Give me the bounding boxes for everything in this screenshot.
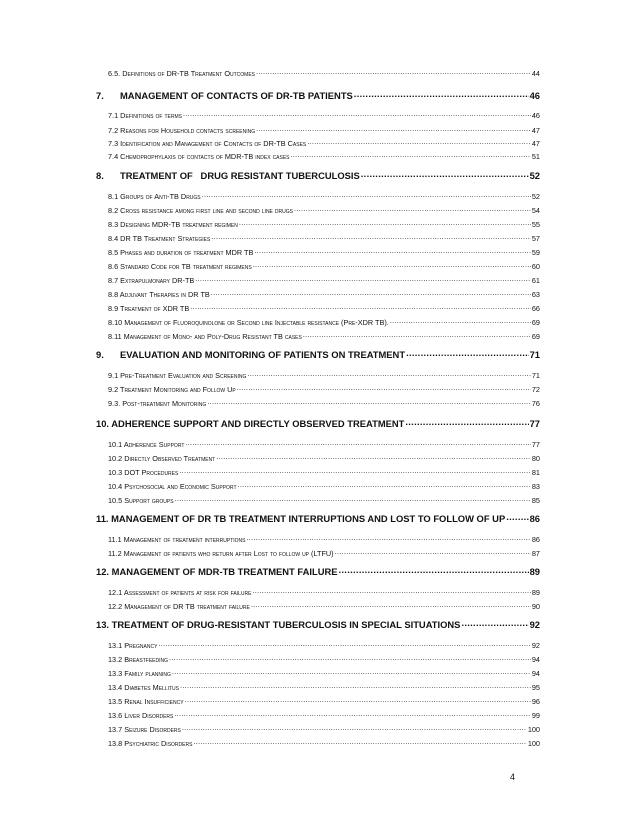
toc-entry-8-1[interactable] — [108, 192, 540, 201]
toc-entry-title: 9.2 Treatment Monitoring and Follow Up — [108, 385, 236, 395]
toc-entry-7-3[interactable] — [108, 139, 540, 148]
toc-section-page: 46 — [529, 90, 540, 102]
dot-leader — [158, 641, 530, 648]
dot-leader — [174, 711, 531, 718]
toc-entry-title: 8.7 Extrapulmonary DR-TB — [108, 276, 195, 286]
toc-entry-page: 72 — [531, 385, 540, 395]
dot-leader — [405, 418, 528, 427]
toc-section-title: 13. TREATMENT OF DRUG-RESISTANT TUBERCULOSIS IN SPECIAL SITUATIONS — [96, 619, 461, 631]
toc-entry-title: 10.2 Directly Observed Treatment — [108, 454, 216, 464]
toc-section-9[interactable] — [96, 349, 540, 360]
dot-leader — [237, 385, 531, 392]
dot-leader — [175, 496, 531, 503]
toc-section-11[interactable] — [96, 513, 540, 524]
dot-leader — [180, 683, 531, 690]
toc-entry-page: 81 — [531, 468, 540, 478]
dot-leader — [239, 220, 531, 227]
dot-leader — [246, 535, 530, 542]
toc-entry-title: 10.3 DOT Procedures — [108, 468, 179, 478]
toc-entry-title: 13.8 Psychiatric Disorders — [108, 739, 193, 749]
toc-section-13[interactable] — [96, 619, 540, 630]
toc-entry-page: 96 — [531, 697, 540, 707]
dot-leader — [461, 619, 528, 628]
toc-entry-7-2[interactable] — [108, 126, 540, 135]
toc-entry-page: 71 — [531, 371, 540, 381]
toc-entry-page: 69 — [531, 332, 540, 342]
toc-section-number: 7. — [96, 90, 104, 102]
toc-entry-page: 66 — [531, 304, 540, 314]
dot-leader — [506, 513, 528, 522]
toc-entry-title: 8.6 Standard Code for TB treatment regimens — [108, 262, 252, 272]
toc-section-page: 92 — [529, 619, 540, 631]
toc-entry-title: 11.2 Management of patients who return after Lost to follow up (LTFU) — [108, 549, 334, 559]
dot-leader — [390, 318, 531, 325]
toc-entry-title: 13.4 Diabetes Mellitus — [108, 683, 180, 693]
toc-entry-page: 60 — [531, 262, 540, 272]
dot-leader — [251, 602, 531, 609]
toc-entry-page: 100 — [527, 739, 540, 749]
dot-leader — [256, 126, 531, 133]
toc-entry-13-3[interactable] — [108, 669, 540, 678]
toc-entry-13-6[interactable] — [108, 711, 540, 720]
toc-entry-title: 7.4 Chemoprophylaxis of contacts of MDR-TB index cases — [108, 152, 290, 162]
toc-entry-title: 9.1 Pre-Treatment Evaluation and Screening — [108, 371, 247, 381]
dot-leader — [211, 234, 531, 241]
toc-section-page: 77 — [529, 418, 540, 430]
toc-entry-page: 47 — [531, 139, 540, 149]
toc-entry-title: 11.1 Management of treatment interruptions — [108, 535, 246, 545]
toc-entry-page: 80 — [531, 454, 540, 464]
toc-section-title: 11. MANAGEMENT OF DR TB TREATMENT INTERRUPTIONS AND LOST TO FOLLOW OF UP — [96, 513, 506, 525]
toc-entry-title: 10.1 Adherence Support — [108, 440, 185, 450]
toc-entry-7-1[interactable] — [108, 111, 540, 120]
toc-entry-title: 12.2 Management of DR TB treatment failure — [108, 602, 250, 612]
toc-entry-page: 63 — [531, 290, 540, 300]
toc-section-8[interactable] — [96, 170, 540, 181]
dot-leader — [185, 697, 531, 704]
toc-entry-title: 7.1 Definitions of terms — [108, 111, 182, 121]
toc-entry-13-8[interactable] — [108, 739, 540, 748]
dot-leader — [254, 248, 530, 255]
toc-entry-page: 69 — [531, 318, 540, 328]
toc-entry-page: 85 — [531, 496, 540, 506]
toc-entry-11-1[interactable] — [108, 535, 540, 544]
toc-entry-page: 83 — [531, 482, 540, 492]
toc-entry-12-2[interactable] — [108, 602, 540, 611]
toc-entry-8-8[interactable] — [108, 290, 540, 299]
toc-entry-12-1[interactable] — [108, 588, 540, 597]
toc-entry-title: 13.5 Renal Insufficiency — [108, 697, 184, 707]
toc-entry-8-11[interactable] — [108, 332, 540, 341]
dot-leader — [182, 725, 527, 732]
toc-entry-10-2[interactable] — [108, 454, 540, 463]
toc-entry-9-2[interactable] — [108, 385, 540, 394]
toc-entry-title: 6.5. Definitions of DR-TB Treatment Outcomes — [108, 69, 256, 79]
toc-entry-8-9[interactable] — [108, 304, 540, 313]
dot-leader — [253, 262, 531, 269]
toc-section-title: 12. MANAGEMENT OF MDR-TB TREATMENT FAILURE — [96, 566, 338, 578]
toc-entry-title: 10.5 Support groups — [108, 496, 174, 506]
toc-section-12[interactable] — [96, 566, 540, 577]
toc-section-title: 10. ADHERENCE SUPPORT AND DIRECTLY OBSERVED TREATMENT — [96, 418, 405, 430]
toc-entry-13-1[interactable] — [108, 641, 540, 650]
toc-entry-page: 46 — [531, 111, 540, 121]
toc-entry-title: 8.1 Groups of Anti-TB Drugs — [108, 192, 201, 202]
toc-entry-10-4[interactable] — [108, 482, 540, 491]
toc-entry-9-1[interactable] — [108, 371, 540, 380]
toc-section-page: 71 — [529, 349, 540, 361]
toc-entry-title: 13.2 Breastfeeding — [108, 655, 168, 665]
toc-entry-page: 76 — [531, 399, 540, 409]
dot-leader — [247, 371, 531, 378]
toc-entry-title: 13.1 Pregnancy — [108, 641, 158, 651]
dot-leader — [185, 440, 530, 447]
dot-leader — [406, 349, 529, 358]
toc-section-page: 86 — [529, 513, 540, 525]
page-number: 4 — [510, 772, 516, 782]
dot-leader — [190, 304, 531, 311]
toc-entry-13-2[interactable] — [108, 655, 540, 664]
toc-section-number: 8. — [96, 170, 104, 182]
dot-leader — [294, 206, 531, 213]
dot-leader — [252, 588, 530, 595]
dot-leader — [307, 139, 531, 146]
dot-leader — [195, 276, 531, 283]
toc-entry-11-2[interactable] — [108, 549, 540, 558]
toc-entry-title: 7.2 Reasons for Household contacts screening — [108, 126, 256, 136]
dot-leader — [338, 566, 528, 575]
toc-entry-title: 8.3 Designing MDR-TB treatment regimen — [108, 220, 238, 230]
toc-entry-page: 90 — [531, 602, 540, 612]
toc-entry-13-5[interactable] — [108, 697, 540, 706]
toc-entry-10-1[interactable] — [108, 440, 540, 449]
toc-entry-page: 92 — [531, 641, 540, 651]
toc-entry-title: 7.3 Identification and Management of Contacts of DR-TB Cases — [108, 139, 307, 149]
toc-entry-page: 77 — [531, 440, 540, 450]
toc-entry-8-2[interactable] — [108, 206, 540, 215]
toc-section-number: 9. — [96, 349, 104, 361]
toc-entry-title: 12.1 Assessment of patients at risk for failure — [108, 588, 252, 598]
toc-entry-title: 8.2 Cross resistance among first line and second line drugs — [108, 206, 293, 216]
dot-leader — [172, 669, 531, 676]
dot-leader — [179, 468, 531, 475]
toc-entry-8-7[interactable] — [108, 276, 540, 285]
dot-leader — [303, 332, 531, 339]
toc-entry-title: 8.9 Treatment of XDR TB — [108, 304, 190, 314]
dot-leader — [207, 399, 531, 406]
toc-entry-8-4[interactable] — [108, 234, 540, 243]
toc-entry-title: 8.10 Management of Fluoroquinolone or Second line Injectable resistance (Pre-XDR TB). — [108, 318, 389, 328]
toc-entry-page: 54 — [531, 206, 540, 216]
toc-entry-page: 86 — [531, 535, 540, 545]
toc-entry-title: 13.7 Seizure Disorders — [108, 725, 181, 735]
toc-entry-8-10[interactable] — [108, 318, 540, 327]
toc-section-page: 52 — [529, 170, 540, 182]
toc-entry-title: 8.8 Adjuvant Therapies in DR TB — [108, 290, 210, 300]
toc-entry-page: 47 — [531, 126, 540, 136]
toc-entry-title: 8.5 Phases and duration of treatment MDR TB — [108, 248, 254, 258]
toc-entry-page: 51 — [531, 152, 540, 162]
dot-leader — [354, 90, 529, 99]
toc-section-page: 89 — [529, 566, 540, 578]
toc-section-title: MANAGEMENT OF CONTACTS OF DR-TB PATIENTS — [120, 90, 353, 102]
dot-leader — [335, 549, 531, 556]
toc-entry-7-4[interactable] — [108, 152, 540, 161]
toc-entry-9-3[interactable] — [108, 399, 540, 408]
toc-entry-title: 13.6 Liver Disorders — [108, 711, 174, 721]
toc-section-7[interactable] — [96, 90, 540, 101]
toc-entry-title: 8.4 DR TB Treatment Strategies — [108, 234, 211, 244]
toc-entry-page: 52 — [531, 192, 540, 202]
toc-entry-8-5[interactable] — [108, 248, 540, 257]
toc-entry-13-4[interactable] — [108, 683, 540, 692]
toc-entry-title: 8.11 Management of Mono- and Poly-Drug Resistant TB cases — [108, 332, 302, 342]
dot-leader — [193, 739, 526, 746]
toc-entry-page: 95 — [531, 683, 540, 693]
toc-section-title: EVALUATION AND MONITORING OF PATIENTS ON TREATMENT — [120, 349, 406, 361]
dot-leader — [211, 290, 531, 297]
toc-entry-page: 94 — [531, 655, 540, 665]
toc-entry-page: 57 — [531, 234, 540, 244]
dot-leader — [291, 152, 531, 159]
toc-entry-8-3[interactable] — [108, 220, 540, 229]
toc-entry-page: 44 — [531, 69, 540, 79]
dot-leader — [183, 111, 531, 118]
toc-entry-10-5[interactable] — [108, 496, 540, 505]
toc-section-title: TREATMENT OF DRUG RESISTANT TUBERCULOSIS — [120, 170, 360, 182]
toc-entry-page: 94 — [531, 669, 540, 679]
toc-entry-page: 89 — [531, 588, 540, 598]
dot-leader — [169, 655, 531, 662]
dot-leader — [238, 482, 531, 489]
dot-leader — [216, 454, 531, 461]
toc-entry-page: 100 — [527, 725, 540, 735]
toc-entry-page: 55 — [531, 220, 540, 230]
toc-entry-page: 99 — [531, 711, 540, 721]
toc-entry-page: 61 — [531, 276, 540, 286]
toc-entry-title: 9.3. Post-treatment Monitoring — [108, 399, 207, 409]
dot-leader — [361, 170, 529, 179]
toc-entry-10-3[interactable] — [108, 468, 540, 477]
toc-entry-title: 10.4 Psychosocial and Economic Support — [108, 482, 237, 492]
toc-entry-6-5[interactable] — [108, 69, 540, 78]
toc-section-10[interactable] — [96, 418, 540, 429]
dot-leader — [202, 192, 531, 199]
toc-entry-8-6[interactable] — [108, 262, 540, 271]
toc-entry-title: 13.3 Family planning — [108, 669, 171, 679]
toc-entry-page: 59 — [531, 248, 540, 258]
toc-entry-13-7[interactable] — [108, 725, 540, 734]
dot-leader — [256, 69, 531, 76]
toc-entry-page: 87 — [531, 549, 540, 559]
